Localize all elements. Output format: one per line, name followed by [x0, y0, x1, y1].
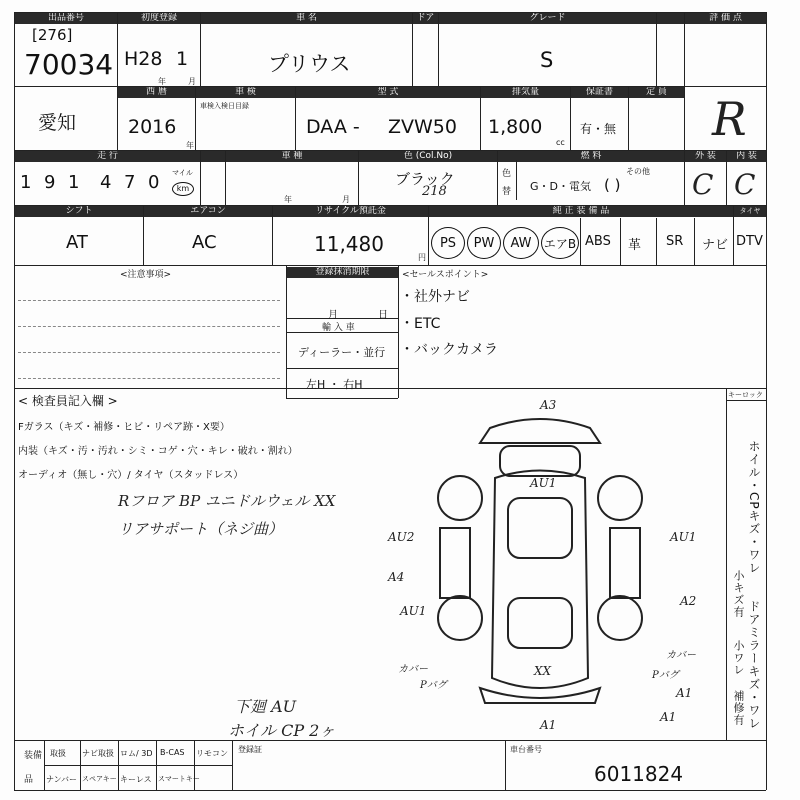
displacement-value: 1,800 — [488, 116, 543, 138]
color-name: ブラック — [395, 170, 455, 188]
dealer-label: ディーラー・並行 — [298, 346, 386, 359]
tyre-header: タイヤ — [734, 206, 766, 217]
shift-header: シフト — [15, 206, 143, 217]
diagram-label: AU2 — [388, 530, 415, 544]
diagram-label: A4 — [388, 570, 405, 584]
fuel-other-label: その他 — [626, 167, 650, 176]
body-type-header: 車 種 — [226, 151, 358, 162]
aircon-value: AC — [192, 232, 217, 253]
bottom-cell: ロム/ 3D — [120, 749, 153, 758]
warranty-options: 有・無 — [580, 122, 617, 136]
diagram-label: A1 — [660, 710, 677, 724]
warranty-header: 保証書 — [571, 87, 628, 98]
capacity-header: 定 員 — [629, 87, 684, 98]
mileage-digit: 4 — [100, 172, 112, 193]
reg-doc-label: 登録証 — [238, 745, 262, 754]
side-small-a: 小キズ有 — [732, 570, 745, 618]
displacement-unit: cc — [556, 138, 565, 147]
diagram-label: AU1 — [400, 604, 427, 618]
interior-grade: C — [734, 168, 756, 201]
model-name: プリウス — [268, 52, 351, 76]
mileage-header: 走 行 — [15, 151, 200, 162]
first-reg-header: 初度登録 — [118, 13, 200, 24]
handwritten-note: リアサポート（ネジ曲） — [118, 520, 284, 538]
lot-header: 出品番号 — [15, 13, 117, 24]
recycle-unit: 円 — [418, 253, 426, 262]
side-text-b: ドアミラーキズ・ワレ — [747, 600, 761, 730]
car-diagram — [420, 398, 660, 738]
diagram-label: A1 — [540, 718, 557, 732]
inspection-header: 車 検 — [196, 87, 295, 98]
reg-month-label: 月 — [328, 310, 338, 321]
bottom-note: 下廻 AU — [234, 697, 297, 716]
color-header: 色 (Col.No) — [359, 151, 497, 162]
bottom-left-label: 装備 — [24, 751, 43, 761]
notes-header: <注意事項> — [120, 270, 172, 280]
door-count-header — [657, 13, 684, 24]
count-header — [201, 151, 225, 162]
first-reg-year: H28 — [124, 48, 163, 70]
side-small-b: 小ワレ — [732, 640, 745, 676]
diagram-label: カバー — [666, 650, 696, 661]
bottom-cell: ナンバー — [46, 775, 78, 784]
diagram-label: A1 — [676, 686, 693, 700]
bottom-cell: B-CAS — [160, 748, 185, 757]
chassis-number: 6011824 — [594, 762, 684, 786]
reg-header: 登録抹消期限 — [287, 267, 398, 278]
lot-number: 70034 — [24, 48, 114, 81]
year-value: 2016 — [128, 116, 177, 138]
ac-header: エアコン — [144, 206, 272, 217]
equip-abs: ABS — [585, 234, 611, 249]
grade-value: S — [540, 48, 554, 72]
diagram-label: AU1 — [670, 530, 697, 544]
side-text-a: ホイル・CPキズ・ワレ — [747, 440, 761, 575]
recycle-amount: 11,480 — [314, 232, 384, 256]
color-change-2: 替 — [502, 187, 512, 197]
handwritten-note: Rフロア BP ユニドルウェル XX — [118, 492, 336, 510]
bottom-cell: ナビ取扱 — [82, 749, 114, 758]
year-unit-label: 年 — [186, 141, 194, 150]
bottom-cell: キーレス — [120, 775, 152, 784]
equip-navi: ナビ — [702, 238, 729, 253]
keylock-header: キーロック — [728, 391, 763, 399]
model-code-prefix: DAA - — [306, 116, 360, 138]
diagram-label: カバー — [398, 664, 428, 675]
first-reg-month: 1 — [176, 48, 189, 70]
reg-day-label: 日 — [378, 310, 388, 321]
bottom-left-label-2: 品 — [24, 775, 34, 785]
diagram-label: AU1 — [530, 476, 557, 490]
inspector-line: 内装（キズ・汚・汚れ・シミ・コゲ・穴・キレ・破れ・割れ） — [18, 446, 298, 457]
diagram-label: A2 — [680, 594, 697, 608]
color-code: 218 — [422, 184, 447, 199]
displacement-header: 排気量 — [481, 87, 570, 98]
mileage-digit: 7 — [124, 172, 136, 193]
score-value: R — [712, 92, 747, 146]
grade-header: グレード — [439, 13, 656, 24]
color-change-1: 色 — [502, 169, 512, 179]
int-header: 内 装 — [727, 151, 766, 162]
equip-leather: 革 — [628, 238, 642, 253]
diagram-label: XX — [534, 664, 552, 678]
equip-sr: SR — [666, 234, 684, 249]
ext-header: 外 装 — [685, 151, 726, 162]
km-unit: km — [172, 182, 194, 196]
mileage-digit: 1 — [68, 172, 80, 193]
mile-unit: マイル — [172, 169, 193, 177]
bottom-cell: スマートキー — [158, 775, 200, 783]
bottom-note: ホイル CP 2ヶ — [228, 721, 336, 740]
equip-dtv: DTV — [736, 234, 763, 249]
model-code-header: 型 式 — [296, 87, 480, 98]
door-header: ドア — [413, 13, 438, 24]
fuel-options: G・D・電気 — [530, 180, 591, 193]
mileage-digit: 0 — [148, 172, 160, 193]
equip-aw: AW — [503, 227, 539, 259]
inspector-header: < 検査員記入欄 > — [18, 394, 118, 408]
score-header: 評 価 点 — [685, 13, 766, 24]
mileage-digit: 1 — [20, 172, 32, 193]
chassis-header: 車台番号 — [510, 745, 542, 754]
import-label: 輸 入 車 — [322, 323, 355, 333]
body-month-unit: 月 — [342, 195, 350, 204]
diagram-label: Pバグ — [652, 670, 679, 681]
fuel-paren: ( ) — [604, 176, 621, 194]
exterior-grade: C — [692, 168, 714, 201]
recycle-header: リサイクル預託金 — [273, 206, 428, 217]
body-year-unit: 年 — [284, 195, 292, 204]
model-code: ZVW50 — [388, 116, 457, 138]
bottom-cell: スペアキー — [82, 775, 117, 783]
mileage-digit: 9 — [44, 172, 56, 193]
year-header: 西 暦 — [118, 87, 195, 98]
year-unit: 年 — [158, 77, 166, 86]
equip-ps: PS — [431, 227, 465, 259]
bottom-cell: 取扱 — [50, 749, 66, 758]
side-small-c: 補修有 — [732, 690, 745, 726]
month-unit: 月 — [188, 77, 196, 86]
inspection-note: 車検入検日目録 — [200, 102, 249, 110]
bottom-cell: リモコン — [196, 749, 228, 758]
model-name-header: 車 名 — [201, 13, 412, 24]
lot-code: [276] — [32, 26, 73, 44]
equip-pw: PW — [467, 227, 501, 259]
sales-point: ・ETC — [400, 316, 441, 332]
shift-value: AT — [66, 232, 88, 253]
handle-label: 左H ・ 右H — [306, 378, 363, 391]
diagram-label: Pバグ — [420, 680, 447, 691]
sales-point: ・バックカメラ — [400, 342, 498, 358]
inspector-line: オーディオ（無し・穴）/ タイヤ（スタッドレス） — [18, 470, 244, 481]
fuel-header: 燃 料 — [498, 151, 684, 162]
diagram-label: A3 — [540, 398, 557, 412]
prefecture: 愛知 — [38, 112, 77, 134]
equip-airbag: エアB — [541, 227, 579, 259]
equip-header: 純 正 装 備 品 — [429, 206, 733, 217]
inspector-line: Fガラス（キズ・補修・ヒビ・リペア跡・X要） — [18, 422, 230, 433]
sales-point: ・社外ナビ — [400, 289, 470, 305]
sales-header: <セールスポイント> — [402, 270, 489, 280]
